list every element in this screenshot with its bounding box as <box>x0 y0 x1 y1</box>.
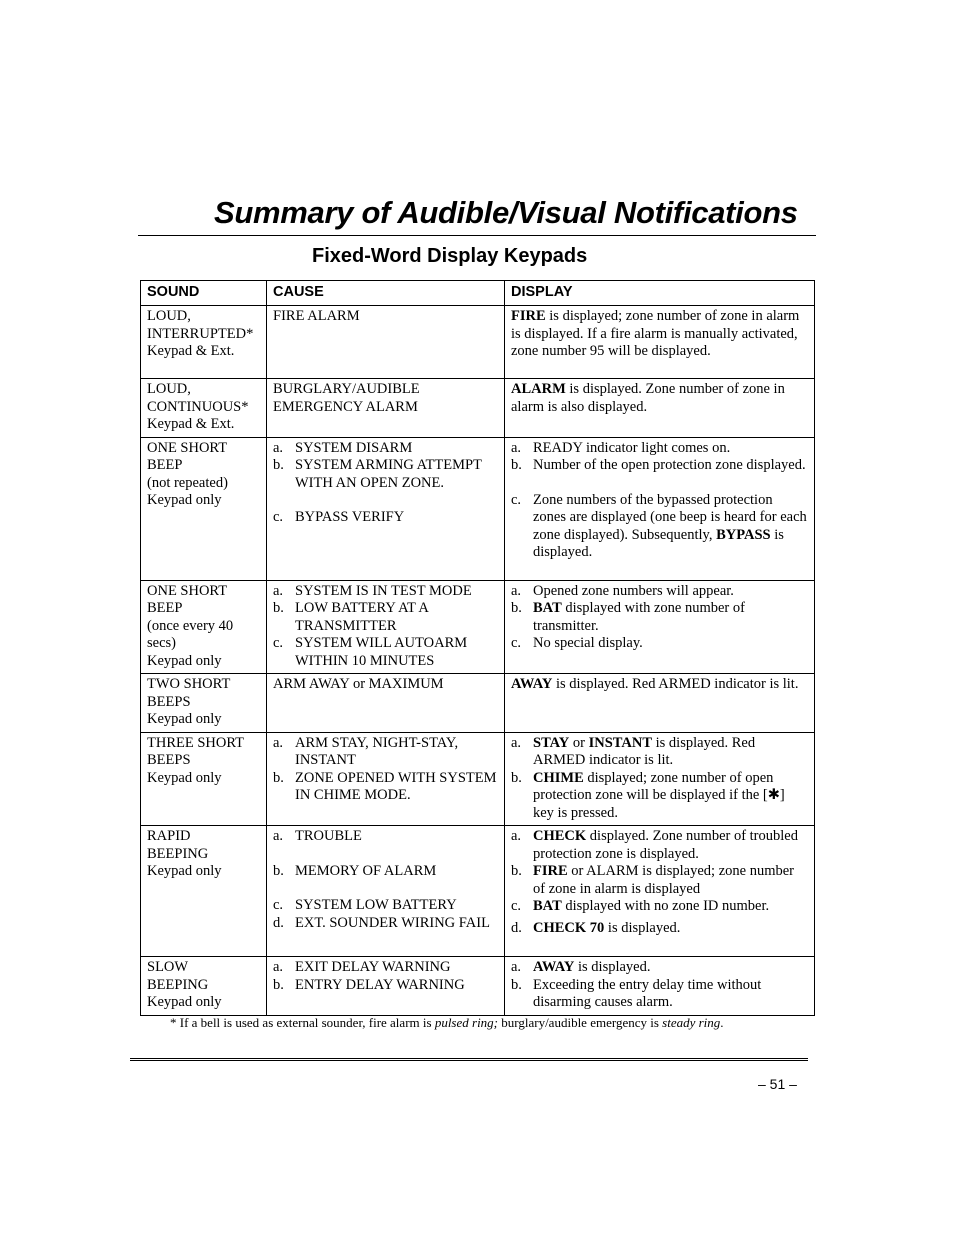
item-marker: d. <box>511 919 522 936</box>
header-display: DISPLAY <box>505 281 815 306</box>
cause-cell <box>267 674 505 733</box>
item-marker: b. <box>273 862 284 879</box>
item-marker: c. <box>273 897 284 913</box>
item-text: ARM STAY, NIGHT-STAY, INSTANT <box>295 734 459 768</box>
cause-cell <box>267 826 505 957</box>
display-item <box>511 959 809 977</box>
item-marker: a. <box>273 828 284 844</box>
cause-cell <box>267 580 505 674</box>
item-marker: b. <box>511 863 522 879</box>
display-cell <box>505 674 815 733</box>
item-marker: a. <box>511 582 522 599</box>
sound-line: INTERRUPTED* <box>147 325 254 342</box>
item-text: MEMORY OF ALARM <box>295 862 437 879</box>
item-marker: a. <box>273 734 284 751</box>
footnote-mark: * <box>170 1015 177 1030</box>
display-cell <box>505 379 815 438</box>
page-title: Summary of Audible/Visual Notifications <box>214 195 798 230</box>
item-marker: b. <box>511 600 522 616</box>
item-text: BYPASS VERIFY <box>295 509 405 525</box>
display-item <box>511 735 809 770</box>
cause-text: FIRE ALARM <box>273 308 360 324</box>
sound-line: (not repeated) <box>147 474 228 491</box>
item-text: displayed; zone number of open protection zone will be displayed if the [✱] key is pressed. <box>533 769 785 821</box>
table-row <box>141 957 815 1016</box>
item-text: or ALARM is displayed; zone number of zone in alarm is displayed <box>533 863 794 897</box>
footnote <box>170 1015 724 1031</box>
sound-line: BEEPING <box>147 845 209 862</box>
item-text: displayed. Zone number of troubled protection zone is displayed. <box>533 828 798 862</box>
sound-cell <box>141 674 267 733</box>
sound-cell <box>141 379 267 438</box>
cause-item <box>273 509 499 527</box>
sound-line: Keypad only <box>147 994 222 1010</box>
item-marker: a. <box>511 439 522 456</box>
table-row <box>141 437 815 580</box>
item-marker: c. <box>273 509 284 525</box>
display-keyword: CHECK 70 <box>533 919 605 936</box>
sound-line: BEEPS <box>147 752 191 768</box>
display-keyword: BAT <box>533 898 562 914</box>
cause-cell <box>267 437 505 580</box>
item-text: SYSTEM DISARM <box>295 439 413 456</box>
display-keyword: AWAY <box>511 676 553 692</box>
display-item <box>511 828 809 863</box>
item-text: is displayed. <box>533 526 784 560</box>
cause-item <box>273 863 499 881</box>
cause-item <box>273 635 499 670</box>
display-cell <box>505 580 815 674</box>
display-keyword: CHECK <box>533 828 587 844</box>
sound-line: ONE SHORT <box>147 439 228 456</box>
item-marker: a. <box>273 959 284 975</box>
display-item <box>511 635 809 653</box>
item-text: No special display. <box>533 635 643 651</box>
item-marker: b. <box>511 769 522 786</box>
item-marker: b. <box>273 976 284 993</box>
display-item <box>511 770 809 823</box>
item-marker: c. <box>511 635 522 651</box>
footnote-text: burglary/audible emergency is <box>498 1015 663 1030</box>
display-item <box>511 492 809 562</box>
item-marker: c. <box>511 491 522 508</box>
sound-line: BEEP <box>147 600 183 616</box>
sound-cell <box>141 580 267 674</box>
table-row <box>141 674 815 733</box>
footnote-emphasis: steady ring <box>662 1015 721 1030</box>
display-keyword: FIRE <box>533 863 568 879</box>
item-text: ENTRY DELAY WARNING <box>295 976 465 993</box>
sound-line: (once every 40 <box>147 617 234 634</box>
table-header-row <box>141 281 815 306</box>
table-row <box>141 580 815 674</box>
display-keyword: STAY <box>533 734 570 751</box>
display-item <box>511 920 809 938</box>
item-marker: b. <box>273 769 284 786</box>
cause-cell <box>267 306 505 379</box>
sound-line: Keypad only <box>147 769 222 786</box>
cause-item <box>273 440 499 458</box>
item-text: EXT. SOUNDER WIRING FAIL <box>295 914 490 931</box>
sound-line: Keypad only <box>147 863 222 879</box>
item-text: displayed with zone number of transmitter. <box>533 600 745 634</box>
sound-line: BEEP <box>147 457 183 473</box>
display-item <box>511 600 809 635</box>
display-text: is displayed; zone number of zone in alarm is displayed. If a fire alarm is manually activated, zone number 95 will be displayed. <box>511 308 800 359</box>
cause-item <box>273 770 499 805</box>
cause-item <box>273 600 499 635</box>
sound-line: Keypad only <box>147 652 222 669</box>
display-item <box>511 457 809 475</box>
sound-line: LOUD, <box>147 308 191 324</box>
item-text: LOW BATTERY AT A TRANSMITTER <box>295 600 429 634</box>
item-marker: c. <box>273 635 284 651</box>
cause-cell <box>267 379 505 438</box>
page-number: – 51 – <box>758 1076 797 1092</box>
item-marker: a. <box>273 439 284 456</box>
display-keyword: BAT <box>533 600 562 616</box>
display-cell <box>505 306 815 379</box>
sound-cell <box>141 732 267 826</box>
item-text: EXIT DELAY WARNING <box>295 959 451 975</box>
cause-item <box>273 915 499 933</box>
display-item <box>511 898 809 916</box>
cause-text: BURGLARY/AUDIBLE <box>273 381 420 397</box>
cause-item <box>273 457 499 492</box>
item-marker: b. <box>511 976 522 993</box>
item-marker: a. <box>511 959 522 975</box>
table-row <box>141 379 815 438</box>
cause-item <box>273 735 499 770</box>
item-text: SYSTEM WILL AUTOARM WITHIN 10 MINUTES <box>295 635 468 669</box>
sound-line: ONE SHORT <box>147 582 228 599</box>
item-text: TROUBLE <box>295 828 362 844</box>
display-item <box>511 583 809 601</box>
sound-line: SLOW <box>147 959 189 975</box>
display-cell <box>505 732 815 826</box>
cause-item <box>273 977 499 995</box>
cause-text: ARM AWAY or MAXIMUM <box>273 676 444 692</box>
display-keyword: AWAY <box>533 959 575 975</box>
sound-line: BEEPS <box>147 693 191 710</box>
display-item <box>511 440 809 458</box>
item-text: SYSTEM LOW BATTERY <box>295 897 457 913</box>
item-marker: b. <box>273 457 284 473</box>
sound-line: BEEPING <box>147 976 209 993</box>
footnote-text: . <box>720 1015 724 1030</box>
sound-line: Keypad & Ext. <box>147 416 235 432</box>
display-cell <box>505 957 815 1016</box>
cause-item <box>273 959 499 977</box>
title-rule <box>138 235 816 236</box>
sound-cell <box>141 306 267 379</box>
display-item <box>511 863 809 898</box>
sound-line: TWO SHORT <box>147 676 231 692</box>
item-marker: b. <box>273 600 284 616</box>
sound-line: secs) <box>147 635 176 651</box>
item-marker: a. <box>511 828 522 844</box>
sound-line: LOUD, <box>147 381 191 397</box>
display-keyword: FIRE <box>511 308 546 324</box>
item-text: Exceeding the entry delay time without disarming causes alarm. <box>533 976 762 1010</box>
display-cell <box>505 826 815 957</box>
item-text: or <box>569 734 589 751</box>
display-text: is displayed. Red ARMED indicator is lit. <box>552 676 799 692</box>
cause-cell <box>267 732 505 826</box>
item-text: SYSTEM ARMING ATTEMPT WITH AN OPEN ZONE. <box>295 457 482 491</box>
item-text: ZONE OPENED WITH SYSTEM IN CHIME MODE. <box>295 769 497 803</box>
display-cell <box>505 437 815 580</box>
display-keyword: CHIME <box>533 769 584 786</box>
header-sound: SOUND <box>141 281 267 306</box>
item-marker: d. <box>273 914 284 931</box>
sound-line: THREE SHORT <box>147 734 245 751</box>
sound-line: RAPID <box>147 828 191 844</box>
cause-text: EMERGENCY ALARM <box>273 398 418 415</box>
sound-cell <box>141 826 267 957</box>
table-row <box>141 826 815 957</box>
footnote-emphasis: pulsed ring; <box>434 1015 499 1030</box>
sound-line: CONTINUOUS* <box>147 398 249 415</box>
sound-line: Keypad & Ext. <box>147 343 235 359</box>
sound-cell <box>141 437 267 580</box>
footnote-text: If a bell is used as external sounder, fire alarm is <box>176 1015 435 1030</box>
item-marker: a. <box>511 734 522 751</box>
item-text: is displayed. <box>574 959 651 975</box>
item-marker: b. <box>511 457 522 473</box>
display-keyword: INSTANT <box>588 734 653 751</box>
item-text: is displayed. <box>604 919 681 936</box>
display-keyword: ALARM <box>511 381 566 397</box>
item-marker: a. <box>273 582 284 599</box>
item-text: is displayed. Red ARMED indicator is lit. <box>533 734 756 768</box>
item-marker: c. <box>511 898 522 914</box>
display-text: is displayed. Zone number of zone in alarm is also displayed. <box>511 381 785 415</box>
table-row <box>141 306 815 379</box>
display-item <box>511 977 809 1012</box>
cause-item <box>273 897 499 915</box>
display-keyword: BYPASS <box>716 526 771 543</box>
header-cause: CAUSE <box>267 281 505 306</box>
footer-rule <box>130 1058 808 1061</box>
sound-cell <box>141 957 267 1016</box>
sound-line: Keypad only <box>147 492 222 508</box>
item-text: Zone numbers of the bypassed protection zones are displayed (one beep is heard for each zone displayed). Subsequently, <box>533 491 807 543</box>
cause-cell <box>267 957 505 1016</box>
item-text: Opened zone numbers will appear. <box>533 582 734 599</box>
notifications-table <box>140 280 815 1016</box>
cause-item <box>273 583 499 601</box>
item-text: Number of the open protection zone displayed. <box>533 457 806 473</box>
item-text: SYSTEM IS IN TEST MODE <box>295 582 472 599</box>
section-subtitle: Fixed-Word Display Keypads <box>312 245 588 267</box>
table-row <box>141 732 815 826</box>
sound-line: Keypad only <box>147 711 222 727</box>
item-text: displayed with no zone ID number. <box>561 898 770 914</box>
cause-item <box>273 828 499 846</box>
item-text: READY indicator light comes on. <box>533 439 731 456</box>
